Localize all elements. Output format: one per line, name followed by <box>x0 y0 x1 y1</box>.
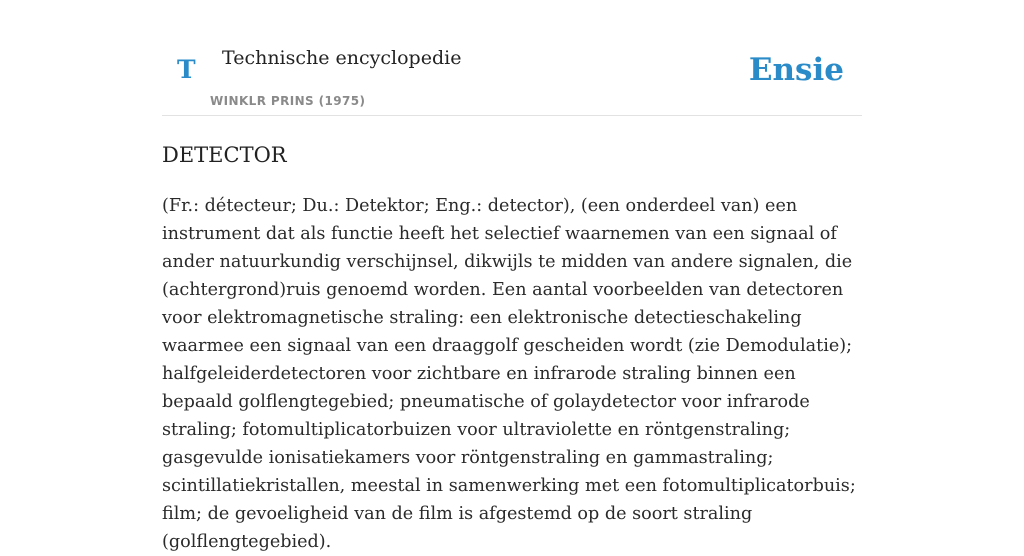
header <box>162 0 862 116</box>
page <box>162 0 862 552</box>
entry-body: (Fr.: détecteur; Du.: Detektor; Eng.: detector), (een onderdeel van) een instrument dat als functie heeft het selectief waarnemen van een signaal of ander natuurkundig verschijnsel, dikwijls te midden van andere signalen, die (achtergrond)ruis genoemd worden. Een aantal voorbeelden van detectoren voor elektromagnetische straling: een elektronische detectieschakeling waarmee een signaal van een draaggolf gescheiden wordt (zie Demodulatie); halfgeleiderdetectoren voor zichtbare en infrarode straling binnen een bepaald golflengtegebied; pneumatische of golaydetector voor infrarode straling; fotomultiplicatorbuizen voor ultraviolette en röntgenstraling; gasgevulde ionisatiekamers voor röntgenstraling en gammastraling; scintillatiekristallen, meestal in samenwerking met een fotomultiplicatorbuis; film; de gevoeligheid van de film is afgestemd op de soort straling (golflengtegebied). <box>162 196 856 552</box>
encyclopedia-title[interactable]: Technische encyclopedie <box>222 47 462 69</box>
entry-title: DETECTOR <box>162 143 287 167</box>
brand-letter-logo[interactable]: T <box>177 55 196 84</box>
encyclopedia-subtitle: WINKLR PRINS (1975) <box>210 94 366 108</box>
site-logo[interactable]: Ensie <box>748 52 844 88</box>
